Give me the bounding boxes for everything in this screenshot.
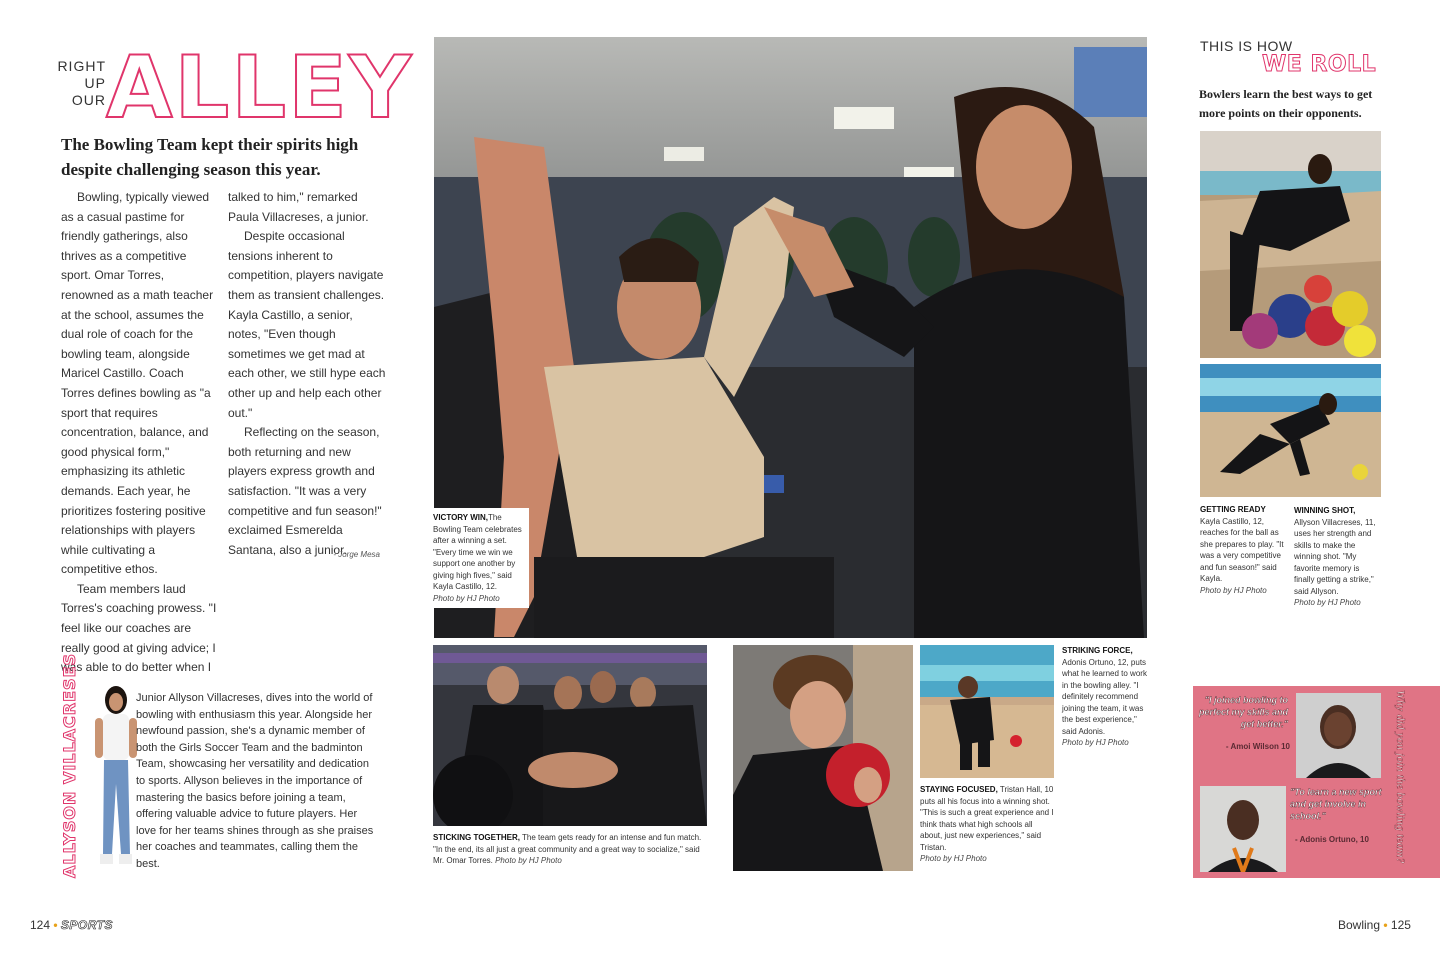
caption-getting-ready [1200,504,1284,596]
kicker-line: UP [84,75,106,91]
story-paragraph: Despite occasional tensions inherent to competition, players navigate them as transient challenges. Kayla Castillo, a senior, notes, "Even though sometimes we get mad at each other, we still hype each other up and help each other out." [228,229,386,420]
section-name: SPORTS [60,918,114,932]
section-name: Bowling [1338,918,1381,932]
caption-text: Kayla Castillo, 12, reaches for the ball as she prepares to play. "It was a very competitive and fun season!" said Kayla. [1200,516,1284,583]
profile-name-vertical [60,652,82,878]
photo-credit: Photo by HJ Photo [1294,598,1361,607]
headshot-adonis [1200,786,1286,872]
quote-amoi-attribution: - Amoi Wilson 10 [1225,742,1290,751]
byline: - Jorge Mesa [333,550,380,559]
photo-credit: Photo by HJ Photo [495,856,562,865]
story-paragraph: Reflecting on the season, both returning and new players express growth and satisfaction. "It was a very competitive and fun season!" exclaimed Esmerelda Santana, also a junior. [228,425,382,557]
caption-text: Allyson Villacreses, 11, uses her strength and skills to make the winning shot. "My favorite memory is finally getting a strike," said Allyson. [1294,517,1376,596]
photo-tristan-throw [920,645,1054,778]
subhead: The Bowling Team kept their spirits high despite challenging season this year. [61,135,359,179]
quote-adonis-attribution: - Adonis Ortuno, 10 [1295,835,1369,844]
page-number: 125 [1390,918,1411,932]
story-paragraph: talked to him," remarked Paula Villacreses, a junior. [228,190,369,224]
photo-credit: Photo by HJ Photo [433,593,500,603]
caption-head: STAYING FOCUSED, [920,785,998,794]
caption-striking-force [1062,645,1150,749]
kicker [56,58,106,109]
story-column-1 [61,188,217,678]
caption-staying-focused [920,784,1056,865]
caption-head: VICTORY WIN, [433,513,488,522]
main-photo-high-five [434,37,1147,638]
kicker-line: RIGHT [57,58,106,74]
right-subhead: Bowlers learn the best ways to get more points on their opponents. [1199,87,1373,120]
right-kicker: THIS IS HOW [1200,38,1293,54]
caption-text: Adonis Ortuno, 12, puts what he learned to work in the bowling alley. "I definitely recommend joining the team, it was the best experience," said Adonis. [1062,657,1147,736]
folio-dot: • [1383,918,1388,932]
story-paragraph: Team members laud Torres's coaching prowess. "I feel like our coaches are really good at giving advice; I was able to do better when I [61,581,217,675]
caption-winning-shot [1294,505,1382,609]
caption-sticking-together [433,832,708,867]
profile-cutout-photo [90,684,142,876]
kicker-line: OUR [71,92,106,108]
question-text: Why did you join the bowling team? [1394,690,1408,864]
headshot-amoi [1296,693,1381,778]
caption-head: STICKING TOGETHER, [433,833,520,842]
folio-left [30,918,113,932]
story-paragraph: Bowling, typically viewed as a casual pastime for friendly gatherings, also thrives as a competitive sport. Omar Torres, renowned as a math teacher at the school, assumes the dual role of coach for the bowling team, alongside Maricel Castillo. Coach Torres defines bowling as "a sport that requires concentration, balance, and good physical form," emphasizing its athletic demands. Each year, he prioritizes fostering positive relationships with players while cultivating a competitive ethos. [61,190,214,577]
photo-allyson-throw [1200,364,1381,497]
vertical-question [1388,690,1410,870]
photo-credit: Photo by HJ Photo [1062,738,1129,747]
photo-kayla-balls [1200,131,1381,358]
caption-head: STRIKING FORCE, [1062,646,1133,655]
photo-tristan-ball [733,645,913,871]
photo-credit: Photo by HJ Photo [1200,585,1267,595]
spread-title: ALLEY [106,38,414,138]
caption-text: The team gets ready for an intense and fun match. "In the end, its all just a great community and a great way to socialize," said Mr. Omar Torres. [433,833,702,865]
caption-victory [430,508,529,608]
folio-dot: • [53,918,58,932]
folio-right [1338,918,1411,932]
photo-credit: Photo by HJ Photo [920,854,987,863]
caption-text: The Bowling Team celebrates after a winning a set. "Every time we win we support one another by giving high fives," said Kayla Castillo, 12. [433,513,522,591]
quote-adonis: "To learn a new sport and get involve in school." [1290,787,1382,821]
story-column-2 [228,188,386,560]
caption-head: GETTING READY [1200,505,1266,514]
profile-text: Junior Allyson Villacreses, dives into the world of bowling with enthusiasm this year. Alongside her newfound passion, she's a dynamic member of both the Girls Soccer Team and the badminton Team, showcasing her versatility and dedication to sports. Allyson believes in the importance of mastering the basics before joining a team, offering valuable advice to future players. Her love for her teams shines through as she praises her coaches and teammates, calling them the best. [136,692,374,870]
caption-text: Tristan Hall, 10 puts all his focus into a winning shot. "This is such a great experience and I think thats what high schools all about, just new experiences," said Tristan. [920,785,1054,852]
right-title: WE ROLL [1262,52,1377,77]
photo-team-huddle [433,645,707,826]
quote-amoi: "I joined bowling to perfect my skills and get better." [1198,695,1288,729]
caption-head: WINNING SHOT, [1294,506,1356,515]
page-number: 124 [30,918,51,932]
profile-name: ALLYSON VILLACRESES [60,652,79,878]
